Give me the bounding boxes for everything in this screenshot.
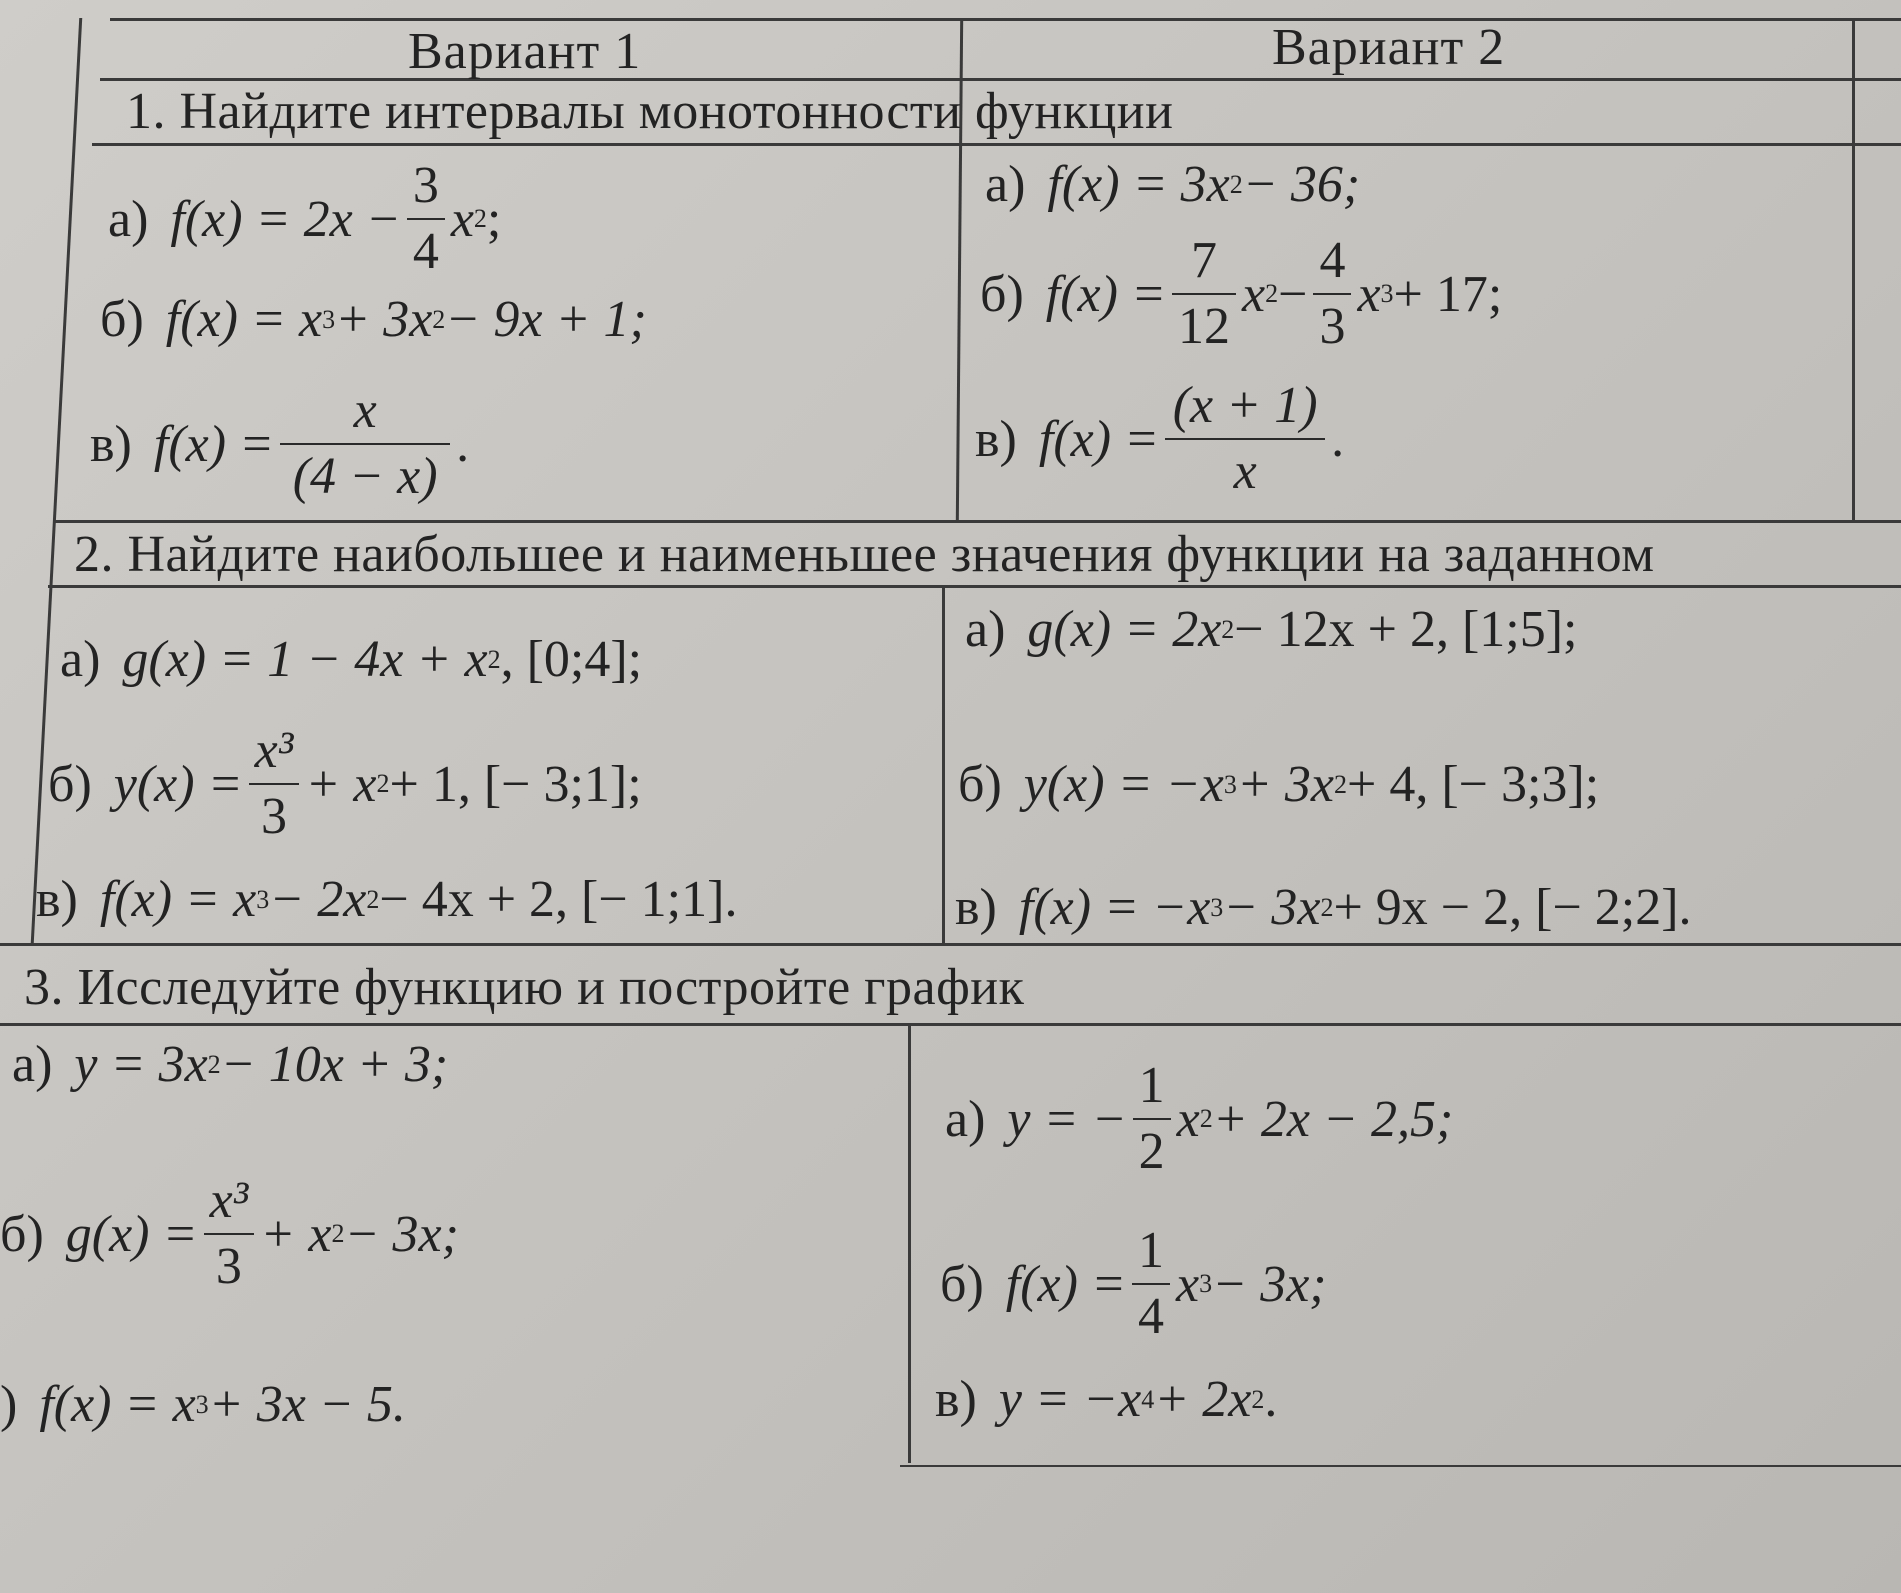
rule-task3-top <box>0 943 1901 946</box>
task3-v1-b: б) g(x) = $\frac{\text{x³}}{3}$ + x 2 − 3x; <box>0 1172 459 1295</box>
task2-v1-a: а) g(x) = 1 − 4x + x 2 , [0;4]; <box>60 631 643 688</box>
task2-v1-b: б) y(x) = $\frac{\text{x³}}{3}$ + x 2 + 1, [− 3;1]; <box>48 722 642 845</box>
task3-v2-c: в) y = −x 4 + 2x 2 . <box>935 1371 1278 1428</box>
variant1-heading: Вариант 1 <box>408 23 642 80</box>
rule-right-outer <box>1852 18 1855 523</box>
rule-task3-title-bottom <box>0 1023 1901 1026</box>
rule-task1-title-bottom <box>92 143 1901 146</box>
fraction: $\frac{1}{2}$ <box>1133 1060 1171 1178</box>
task2-v2-c: в) f(x) = −x 3 − 3x 2 + 9x − 2, [− 2;2]. <box>955 879 1692 936</box>
task1-title: 1. Найдите интервалы монотонности функции <box>126 83 1174 140</box>
variant2-heading: Вариант 2 <box>1272 19 1506 76</box>
fraction: $\frac{x}{(4 - x)}$ <box>280 385 450 503</box>
fraction: $\frac{\text{x³}}{3}$ <box>204 1175 255 1293</box>
task1-v1-b: б) f(x) = x 3 + 3x 2 − 9x + 1; <box>100 291 647 348</box>
task1-v2-a: а) f(x) = 3x 2 − 36; <box>985 156 1361 213</box>
task3-title: 3. Исследуйте функцию и постройте график <box>24 959 1025 1016</box>
task3-v2-a: а) y = − $\frac{1}{2}$ x 2 + 2x − 2,5; <box>945 1057 1454 1180</box>
task1-v1-a: а) f(x) = 2x − $\frac{3}{4}$ x 2 ; <box>108 157 502 280</box>
task2-v2-b: б) y(x) = −x 3 + 3x 2 + 4, [− 3;3]; <box>958 756 1600 813</box>
rule-task2-title-bottom <box>48 585 1901 588</box>
task2-v2-a: а) g(x) = 2x 2 − 12x + 2, [1;5]; <box>965 601 1578 658</box>
task3-v1-c: ) f(x) = x 3 + 3x − 5. <box>0 1376 406 1433</box>
task2-title: 2. Найдите наибольшее и наименьшее значения функции на заданном <box>74 526 1655 583</box>
rule-middle-task2 <box>942 585 945 945</box>
fraction: $\frac{(x + 1)}{x}$ <box>1165 380 1325 498</box>
fraction: $\frac{\text{x³}}{3}$ <box>249 725 300 843</box>
task1-v2-c: в) f(x) = $\frac{(x + 1)}{x}$ . <box>975 377 1345 500</box>
rule-header-bottom <box>100 78 1901 81</box>
rule-bottom <box>900 1465 1901 1467</box>
rule-task2-top <box>55 520 1901 523</box>
task3-v2-b: б) f(x) = $\frac{1}{4}$ x 3 − 3x; <box>940 1222 1327 1345</box>
rule-top <box>110 18 1901 21</box>
task2-v1-c: в) f(x) = x 3 − 2x 2 − 4x + 2, [− 1;1]. <box>36 871 738 928</box>
rule-middle-task3 <box>908 1023 911 1463</box>
task3-v1-a: а) y = 3x 2 − 10x + 3; <box>12 1036 449 1093</box>
fraction: $\frac{3}{4}$ <box>407 160 445 278</box>
fraction: $\frac{7}{12}$ <box>1172 235 1236 353</box>
task1-v1-c: в) f(x) = $\frac{x}{(4 - x)}$ . <box>90 382 470 505</box>
task1-v2-b: б) f(x) = $\frac{7}{12}$ x 2 − $\frac{4}{3}$ x 3 + 17; <box>980 232 1503 355</box>
fraction: $\frac{1}{4}$ <box>1132 1225 1170 1343</box>
fraction: $\frac{4}{3}$ <box>1313 235 1351 353</box>
